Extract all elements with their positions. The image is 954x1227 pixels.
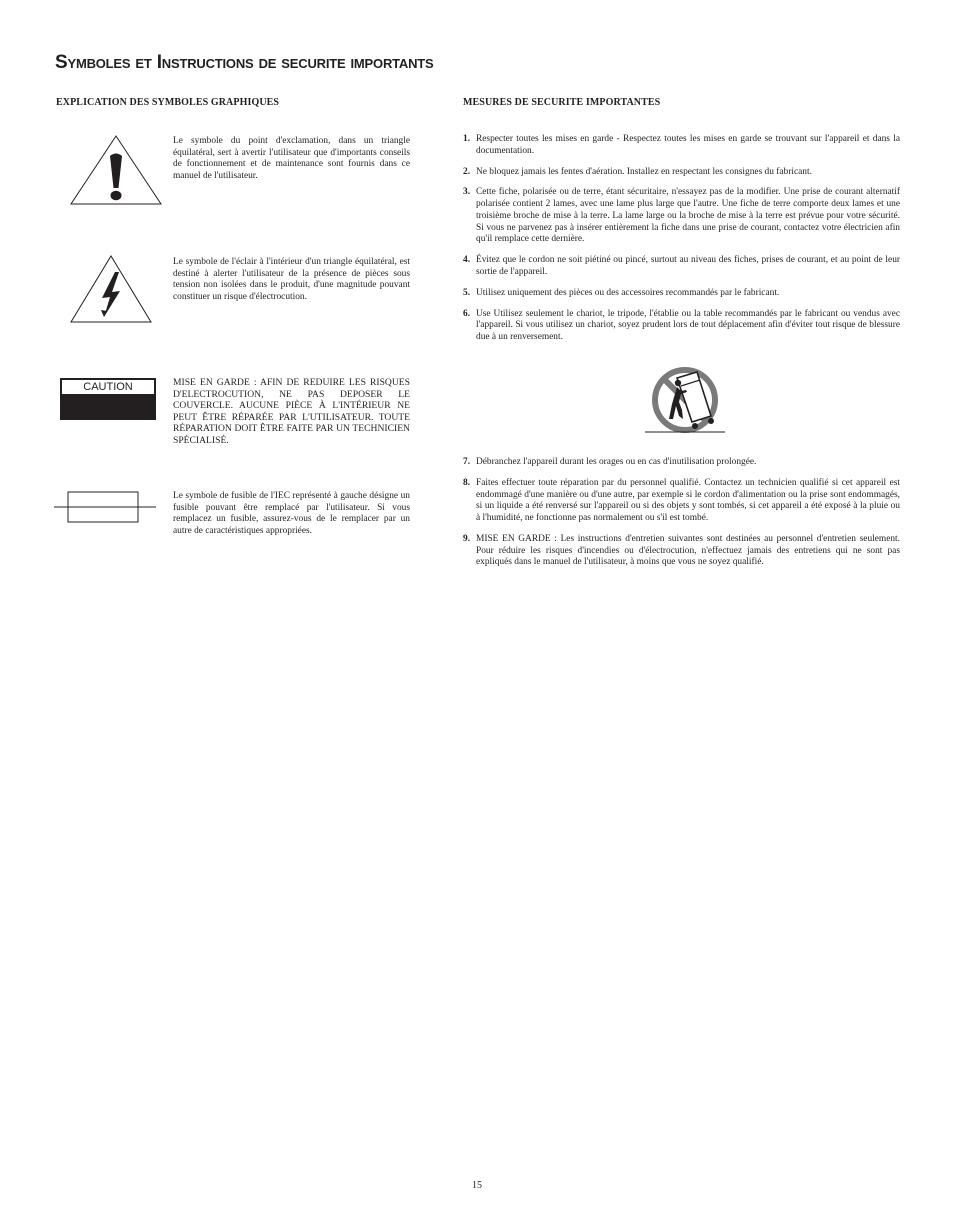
safety-list-a bbox=[463, 134, 900, 353]
page-title: Symboles et Instructions de securite importants bbox=[55, 52, 434, 73]
list-item bbox=[463, 534, 900, 569]
list-item bbox=[463, 309, 900, 344]
item-number: 5. bbox=[463, 287, 471, 298]
item-text: Faites effectuer toute réparation par du personnel qualifié. Contactez un technicien qualifié si cet appareil est endommagé d'une manière ou d'une autre, par exemple si le cordon d'alimentation ou la prise sont endommagés, si un liquide a été renversé sur l'appareil ou si des objets y sont tombés, si cet appareil a été exposé à la pluie ou à l'humidité, ne fonctionne pas normalement ou s'il est tombé. bbox=[476, 477, 900, 523]
list-item bbox=[463, 167, 900, 179]
item-text: MISE EN GARDE : Les instructions d'entretien suivantes sont destinées au personnel d'entretien seulement. Pour réduire les risques d'incendies ou d'électrocution, n'effectuez jamais des entretiens qui ne sont pas expliqués dans le manuel de l'utilisateur, à moins que vous ne soyez qualifié. bbox=[476, 533, 900, 568]
item-text: Use Utilisez seulement le chariot, le tripode, l'établie ou la table recommandés par le fabricant ou vendus avec l'appareil. Si vous utilisez un chariot, soyez prudent lors de tout déplacement afin d'éviter tout risque de blessure due à un renversement. bbox=[476, 308, 900, 343]
symbols-heading: EXPLICATION DES SYMBOLES GRAPHIQUES bbox=[56, 97, 280, 108]
fuse-icon bbox=[54, 490, 156, 524]
caution-description: MISE EN GARDE : AFIN DE REDUIRE LES RISQUES D'ELECTROCUTION, NE PAS DEPOSER LE COUVERCLE. AUCUNE PIÈCE À L'INTÉRIEUR NE PEUT ÊTRE RÉPARÉE PAR L'UTILISATEUR. TOUTE RÉPARATION DOIT ÊTRE FAITE PAR UN TECHNICIEN SPÉCIALISÉ. bbox=[173, 377, 410, 446]
page-number: 15 bbox=[472, 1180, 482, 1191]
item-text: Évitez que le cordon ne soit piétiné ou pincé, surtout au niveau des fiches, prises de courant, et au point de leur sortie de l'appareil. bbox=[476, 255, 900, 277]
safety-heading: MESURES DE SECURITE IMPORTANTES bbox=[463, 97, 661, 108]
item-number: 2. bbox=[463, 166, 471, 177]
cart-tip-over-warning-icon bbox=[645, 364, 725, 434]
item-text: Utilisez uniquement des pièces ou des accessoires recommandés par le fabricant. bbox=[476, 287, 780, 298]
item-text: Ne bloquez jamais les fentes d'aération. Installez en respectant les consignes du fabricant. bbox=[476, 166, 812, 177]
safety-list-b bbox=[463, 457, 900, 578]
item-number: 8. bbox=[463, 477, 471, 488]
item-number: 9. bbox=[463, 533, 471, 544]
caution-label: CAUTION bbox=[62, 380, 154, 394]
list-item bbox=[463, 478, 900, 525]
list-item bbox=[463, 288, 900, 300]
item-number: 1. bbox=[463, 134, 471, 144]
item-text: Respecter toutes les mises en garde - Respectez toutes les mises en garde se trouvant sur l'appareil et dans la documentation. bbox=[476, 134, 900, 156]
fuse-symbol-description: Le symbole de fusible de l'IEC représenté à gauche désigne un fusible pouvant être remplacé par l'utilisateur. Si vous remplacez un fusible, assurez-vous de le remplacer par un autre de caractéristiques appropriées. bbox=[173, 491, 410, 537]
item-text: Débranchez l'appareil durant les orages ou en cas d'inutilisation prolongée. bbox=[476, 457, 757, 467]
item-number: 7. bbox=[463, 457, 471, 467]
exclamation-triangle-icon bbox=[69, 134, 163, 206]
list-item bbox=[463, 187, 900, 246]
caution-box-icon bbox=[60, 378, 156, 420]
list-item bbox=[463, 457, 900, 469]
item-text: Cette fiche, polarisée ou de terre, étant sécuritaire, n'essayez pas de la modifier. Une prise de courant alternatif polarisée contient 2 lames, avec une lame plus large que l'autre. Une fiche de terre comporte deux lames et une troisième broche de mise à la terre. La lame large ou la broche de mise à la terre est prévue pour votre sécurité. Si vous ne parvenez pas à insérer entièrement la fiche dans une prise de courant, contactez votre électricien afin qu'il remplace cette dernière. bbox=[476, 187, 900, 245]
list-item bbox=[463, 255, 900, 278]
item-number: 3. bbox=[463, 187, 471, 198]
item-number: 4. bbox=[463, 255, 471, 266]
list-item bbox=[463, 134, 900, 157]
lightning-triangle-icon bbox=[69, 254, 153, 324]
exclamation-symbol-description: Le symbole du point d'exclamation, dans un triangle équilatéral, sert à avertir l'utilisateur que d'importants conseils de fonctionnement et de maintenance sont fournis dans ce manuel de l'utilisateur. bbox=[173, 136, 410, 182]
item-number: 6. bbox=[463, 308, 471, 319]
lightning-symbol-description: Le symbole de l'éclair à l'intérieur d'un triangle équilatéral, est destiné à alerter l'utilisateur de la présence de pièces sous tension non isolées dans le produit, d'une magnitude pouvant constituer un risque d'électrocution. bbox=[173, 257, 410, 303]
